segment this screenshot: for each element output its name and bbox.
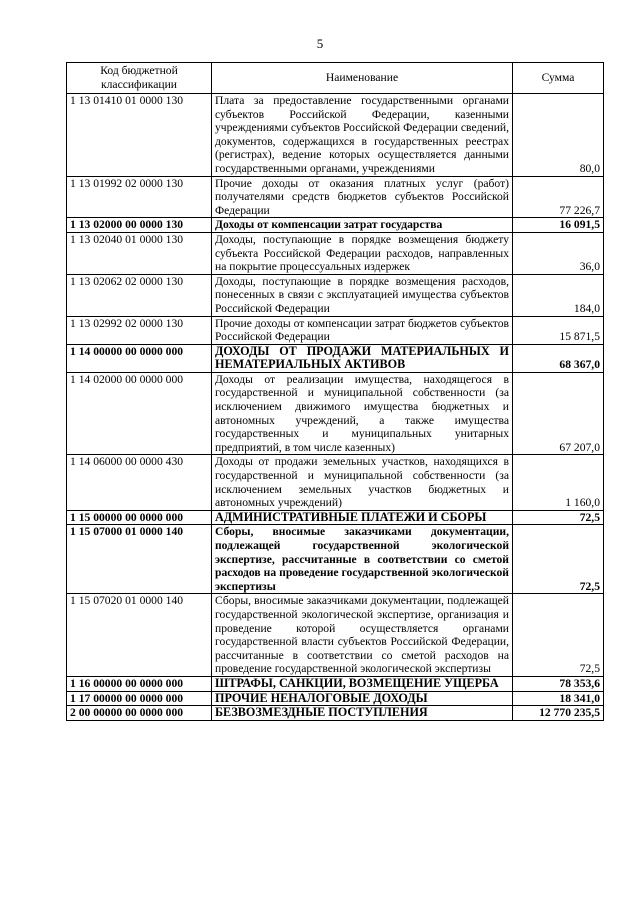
row-code: 1 15 00000 00 0000 000 [67,510,212,525]
row-code: 1 16 00000 00 0000 000 [67,676,212,691]
row-code: 1 15 07020 01 0000 140 [67,594,212,677]
row-sum: 80,0 [513,94,604,177]
row-sum: 18 341,0 [513,691,604,706]
table-row [67,176,604,218]
row-code: 1 14 02000 00 0000 000 [67,372,212,455]
row-code: 1 13 02040 01 0000 130 [67,232,212,274]
row-sum: 72,5 [513,510,604,525]
row-sum: 72,5 [513,525,604,594]
page-number: 5 [316,36,324,51]
table-row [67,344,604,372]
row-name: Доходы от продажи земельных участков, находящихся в государственной и муниципальной собственности (за исключением земельных участков бюджетных и автономных учреждений) [212,455,513,510]
row-sum: 15 871,5 [513,316,604,344]
table-row [67,372,604,455]
table-row [67,676,604,691]
row-name: ПРОЧИЕ НЕНАЛОГОВЫЕ ДОХОДЫ [212,691,513,706]
table-row [67,316,604,344]
row-name: Плата за предоставление государственными органами субъектов Российской Федерации, казенными учреждениями субъектов Российской Федерации сведений, документов, содержащихся в государственных реестрах (регистрах), ведение которых осуществляется данными государственными органами, учреждениями [212,94,513,177]
row-code: 1 14 06000 00 0000 430 [67,455,212,510]
row-name: Доходы от компенсации затрат государства [212,218,513,233]
table-row [67,706,604,721]
table-row [67,218,604,233]
header-sum: Сумма [513,63,604,94]
row-sum: 78 353,6 [513,676,604,691]
budget-revenue-table [66,62,604,721]
row-code: 1 13 01410 01 0000 130 [67,94,212,177]
row-sum: 12 770 235,5 [513,706,604,721]
row-name: Прочие доходы от оказания платных услуг (работ) получателями средств бюджетов субъектов Российской Федерации [212,176,513,218]
table-row [67,691,604,706]
row-name: ДОХОДЫ ОТ ПРОДАЖИ МАТЕРИАЛЬНЫХ И НЕМАТЕРИАЛЬНЫХ АКТИВОВ [212,344,513,372]
table-body [67,94,604,721]
row-name: АДМИНИСТРАТИВНЫЕ ПЛАТЕЖИ И СБОРЫ [212,510,513,525]
row-name: ШТРАФЫ, САНКЦИИ, ВОЗМЕЩЕНИЕ УЩЕРБА [212,676,513,691]
row-code: 2 00 00000 00 0000 000 [67,706,212,721]
table-row [67,274,604,316]
row-sum: 1 160,0 [513,455,604,510]
row-code: 1 13 01992 02 0000 130 [67,176,212,218]
table-row [67,594,604,677]
row-name: Доходы, поступающие в порядке возмещения бюджету субъекта Российской Федерации расходов, направленных на покрытие процессуальных издержек [212,232,513,274]
header-name: Наименование [212,63,513,94]
row-name: Прочие доходы от компенсации затрат бюджетов субъектов Российской Федерации [212,316,513,344]
row-code: 1 13 02062 02 0000 130 [67,274,212,316]
row-name: БЕЗВОЗМЕЗДНЫЕ ПОСТУПЛЕНИЯ [212,706,513,721]
row-sum: 36,0 [513,232,604,274]
row-name: Сборы, вносимые заказчиками документации, подлежащей государственной экологической экспертизе, организация и проведение которой осуществляется органами государственной власти субъектов Российской Федерации, рассчитанные в соответствии со сметой расходов на проведение государственной экологической экспертизы [212,594,513,677]
header-code: Код бюджетной классификации [67,63,212,94]
table-row [67,94,604,177]
row-sum: 77 226,7 [513,176,604,218]
row-name: Доходы от реализации имущества, находящегося в государственной и муниципальной собственности (за исключением движимого имущества бюджетных и автономных учреждений, а также имущества государственных и муниципальных унитарных предприятий, в том числе казенных) [212,372,513,455]
row-sum: 67 207,0 [513,372,604,455]
row-code: 1 13 02000 00 0000 130 [67,218,212,233]
table-row [67,510,604,525]
row-code: 1 14 00000 00 0000 000 [67,344,212,372]
row-name: Сборы, вносимые заказчиками документации, подлежащей государственной экологической экспертизе, рассчитанные в соответствии со сметой расходов на проведение государственной экологической экспертизы [212,525,513,594]
row-code: 1 13 02992 02 0000 130 [67,316,212,344]
row-sum: 68 367,0 [513,344,604,372]
row-sum: 72,5 [513,594,604,677]
table-header-row [67,63,604,94]
table-row [67,525,604,594]
table-row [67,232,604,274]
table-row [67,455,604,510]
row-sum: 184,0 [513,274,604,316]
row-sum: 16 091,5 [513,218,604,233]
row-code: 1 17 00000 00 0000 000 [67,691,212,706]
row-code: 1 15 07000 01 0000 140 [67,525,212,594]
row-name: Доходы, поступающие в порядке возмещения расходов, понесенных в связи с эксплуатацией имущества субъектов Российской Федерации [212,274,513,316]
